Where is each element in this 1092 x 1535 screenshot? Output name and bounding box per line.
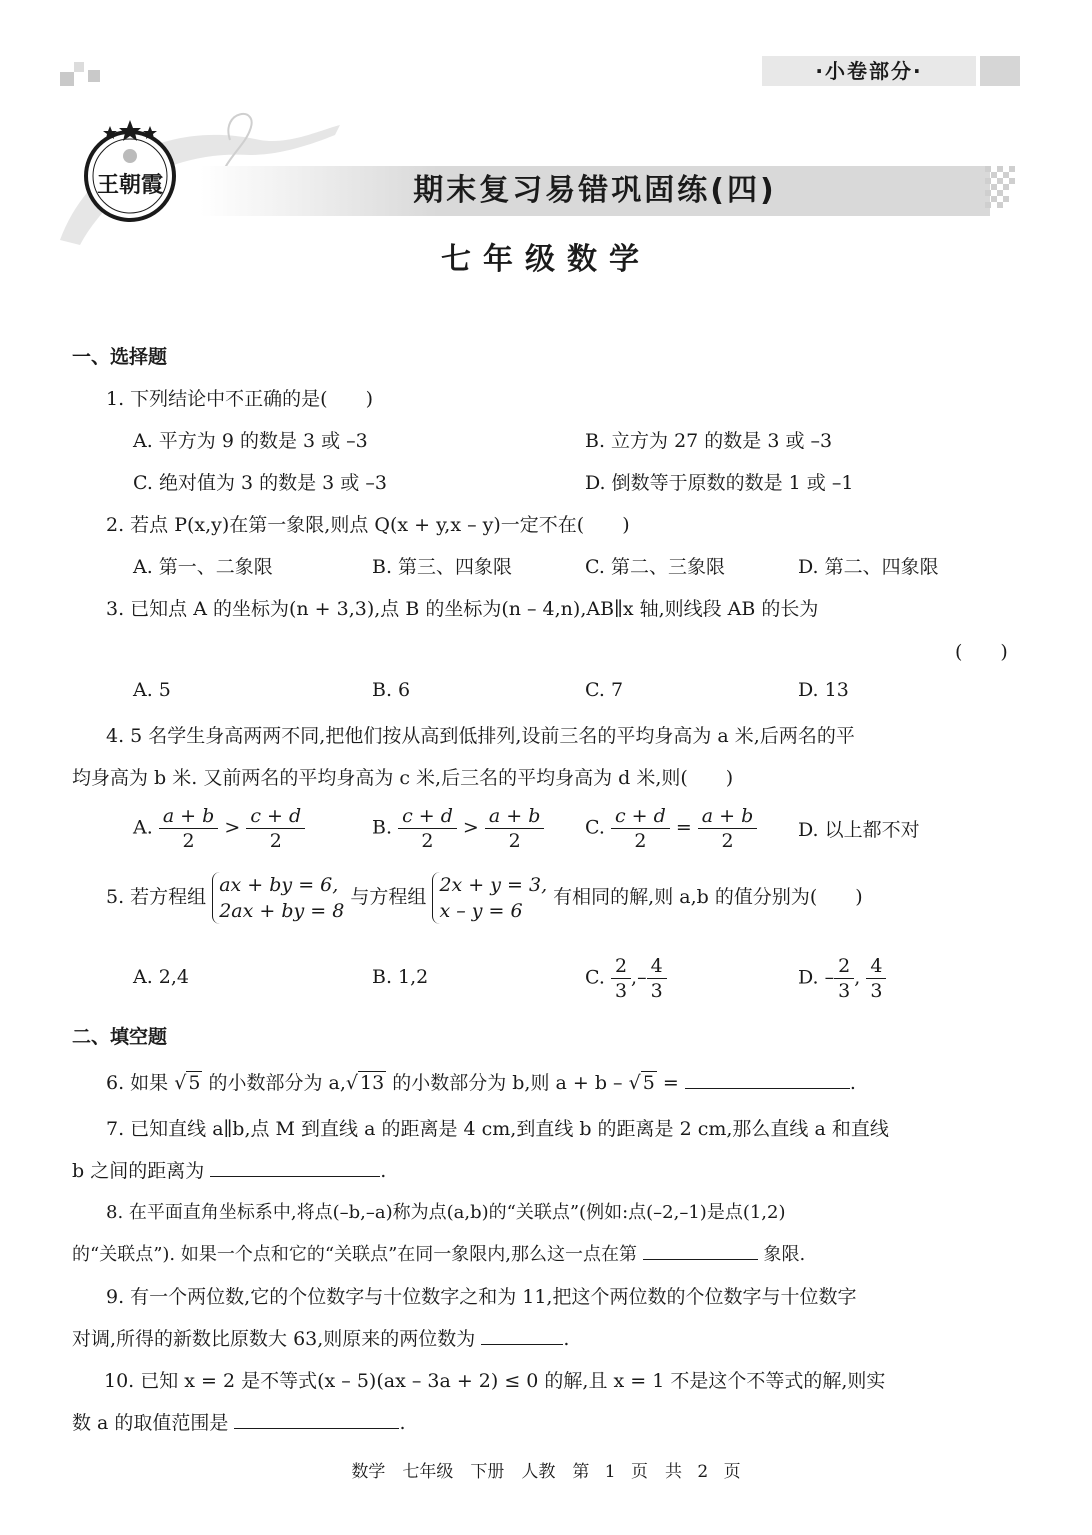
- period: .: [849, 1072, 856, 1094]
- fraction-c-plus-d: $\frac{c + d}{2}$: [611, 804, 670, 853]
- question-1-option-c: C. 绝对值为 3 的数是 3 或 –3: [133, 472, 387, 494]
- logo-name: 王朝霞: [96, 172, 163, 198]
- answer-blank[interactable]: [210, 1158, 380, 1177]
- question-2-option-b: B. 第三、四象限: [372, 556, 513, 578]
- question-2-option-c: C. 第二、三象限: [585, 556, 725, 578]
- question-4-option-c: [585, 804, 757, 853]
- question-4-line-1: 4. 5 名学生身高两两不同,把他们按从高到低排列,设前三名的平均身高为 a 米,后两名的平: [106, 725, 855, 747]
- question-4-option-d: D. 以上都不对: [798, 819, 920, 841]
- question-7-line-1: 7. 已知直线 a∥b,点 M 到直线 a 的距离是 4 cm,到直线 b 的距离是 2 cm,那么直线 a 和直线: [106, 1118, 889, 1140]
- fraction-a-plus-b: $\frac{a + b}{2}$: [698, 804, 758, 853]
- question-2-option-d: D. 第二、四象限: [798, 556, 939, 578]
- question-6-equals: =: [662, 1072, 679, 1094]
- question-2-option-a: A. 第一、二象限: [133, 556, 273, 578]
- period: .: [380, 1160, 387, 1182]
- question-6-text: 的小数部分为 b,则 a + b –: [392, 1072, 623, 1094]
- question-10-text: 数 a 的取值范围是: [72, 1412, 229, 1434]
- equation-system-2: [432, 872, 547, 924]
- question-1-option-d: D. 倒数等于原数的数是 1 或 –1: [585, 472, 854, 494]
- question-4-option-b: [372, 804, 544, 853]
- question-8-line-1: 8. 在平面直角坐标系中,将点(–b,–a)称为点(a,b)的“关联点”(例如:点(–2,–1)是点(1,2): [106, 1202, 786, 1223]
- question-5-prefix: 5. 若方程组: [106, 886, 207, 908]
- answer-blank[interactable]: [643, 1241, 758, 1260]
- section-tag: [762, 56, 1020, 86]
- answer-blank[interactable]: [234, 1410, 399, 1429]
- question-10-line-1: 10. 已知 x = 2 是不等式(x – 5)(ax – 3a + 2) ≤ 0 的解,且 x = 1 不是这个不等式的解,则实: [104, 1370, 886, 1392]
- question-9-line-2: [72, 1324, 569, 1351]
- option-label: C.: [585, 966, 605, 989]
- question-8-text: 象限.: [763, 1244, 806, 1265]
- option-label: C.: [585, 816, 605, 839]
- question-9-line-1: 9. 有一个两位数,它的个位数字与十位数字之和为 11,把这个两位数的个位数字与十位数字: [106, 1286, 857, 1308]
- page-title: 期末复习易错巩固练(四): [413, 173, 777, 208]
- separator: ,: [854, 966, 861, 989]
- question-4-option-a: [133, 804, 305, 853]
- option-label: A.: [133, 816, 153, 839]
- question-5-option-b: B. 1,2: [372, 966, 429, 988]
- section-heading-fill: 二、填空题: [72, 1026, 168, 1048]
- corner-square: [88, 70, 100, 82]
- period: .: [563, 1328, 570, 1350]
- fraction-four-thirds: $\frac{4}{3}$: [647, 954, 667, 1003]
- equation-line: 2ax + by = 8: [219, 900, 345, 922]
- question-8-line-2: [72, 1240, 805, 1266]
- fraction-four-thirds: $\frac{4}{3}$: [866, 954, 886, 1003]
- relation-sign: >: [462, 816, 479, 839]
- question-8-text: 的“关联点”). 如果一个点和它的“关联点”在同一象限内,那么这一点在第: [72, 1244, 637, 1265]
- question-1-stem: 1. 下列结论中不正确的是( ): [106, 388, 373, 410]
- option-label: B.: [372, 816, 393, 839]
- equation-system-1: [212, 872, 344, 924]
- question-2-stem: 2. 若点 P(x,y)在第一象限,则点 Q(x + y,x – y)一定不在( ): [106, 514, 630, 536]
- page-subtitle: 七年级数学: [441, 242, 651, 277]
- question-5-option-d: [798, 954, 886, 1003]
- question-3-option-c: C. 7: [585, 679, 624, 701]
- relation-sign: =: [675, 816, 692, 839]
- equation-line: 2x + y = 3,: [439, 874, 548, 896]
- fraction-two-thirds: $\frac{2}{3}$: [611, 954, 631, 1003]
- question-3-option-b: B. 6: [372, 679, 411, 701]
- question-6-prefix: 6. 如果: [106, 1072, 169, 1094]
- question-9-text: 对调,所得的新数比原数大 63,则原来的两位数为: [72, 1328, 476, 1350]
- question-7-text: b 之间的距离为: [72, 1160, 205, 1182]
- question-10-line-2: [72, 1408, 406, 1435]
- corner-square: [74, 62, 84, 72]
- question-6: [106, 1068, 856, 1095]
- equation-line: x – y = 6: [439, 900, 523, 922]
- question-3-stem: 3. 已知点 A 的坐标为(n + 3,3),点 B 的坐标为(n – 4,n),AB∥x 轴,则线段 AB 的长为: [106, 598, 819, 620]
- fraction-two-thirds: $\frac{2}{3}$: [834, 954, 854, 1003]
- fraction-c-plus-d: $\frac{c + d}{2}$: [246, 804, 305, 853]
- question-5-middle: 与方程组: [350, 886, 427, 908]
- question-3-answer-paren: ( ): [955, 641, 1008, 663]
- sqrt-5: √ 5: [628, 1072, 655, 1094]
- equation-line: ax + by = 6,: [219, 874, 339, 896]
- question-6-text: 的小数部分为 a,: [208, 1072, 346, 1094]
- option-label: D. –: [798, 966, 835, 989]
- question-1-option-a: A. 平方为 9 的数是 3 或 –3: [133, 430, 368, 452]
- answer-blank[interactable]: [481, 1326, 563, 1345]
- question-3-option-a: A. 5: [133, 679, 171, 701]
- question-3-option-d: D. 13: [798, 679, 849, 701]
- question-5-option-c: [585, 954, 667, 1003]
- question-7-line-2: [72, 1156, 386, 1183]
- fraction-a-plus-b: $\frac{a + b}{2}$: [159, 804, 219, 853]
- answer-blank[interactable]: [685, 1070, 850, 1089]
- fraction-a-plus-b: $\frac{a + b}{2}$: [485, 804, 545, 853]
- section-tag-label: ·小卷部分·: [762, 56, 980, 86]
- sqrt-13: √ 13: [345, 1072, 385, 1094]
- section-heading-choice: 一、选择题: [72, 346, 168, 368]
- question-5-option-a: A. 2,4: [133, 966, 190, 988]
- question-1-option-b: B. 立方为 27 的数是 3 或 –3: [585, 430, 833, 452]
- corner-square: [60, 72, 74, 86]
- checker-decoration: [985, 166, 1025, 216]
- question-5-suffix: 有相同的解,则 a,b 的值分别为( ): [553, 886, 863, 908]
- separator: ,–: [631, 966, 647, 989]
- logo-badge: [78, 118, 182, 222]
- page-footer: 数学 七年级 下册 人教 第 1 页 共 2 页: [351, 1462, 741, 1482]
- question-4-line-2: 均身高为 b 米. 又前两名的平均身高为 c 米,后三名的平均身高为 d 米,则( ): [72, 767, 734, 789]
- fraction-c-plus-d: $\frac{c + d}{2}$: [398, 804, 457, 853]
- question-5-stem: [106, 872, 863, 924]
- period: .: [399, 1412, 406, 1434]
- relation-sign: >: [224, 816, 241, 839]
- sqrt-5: √ 5: [174, 1072, 201, 1094]
